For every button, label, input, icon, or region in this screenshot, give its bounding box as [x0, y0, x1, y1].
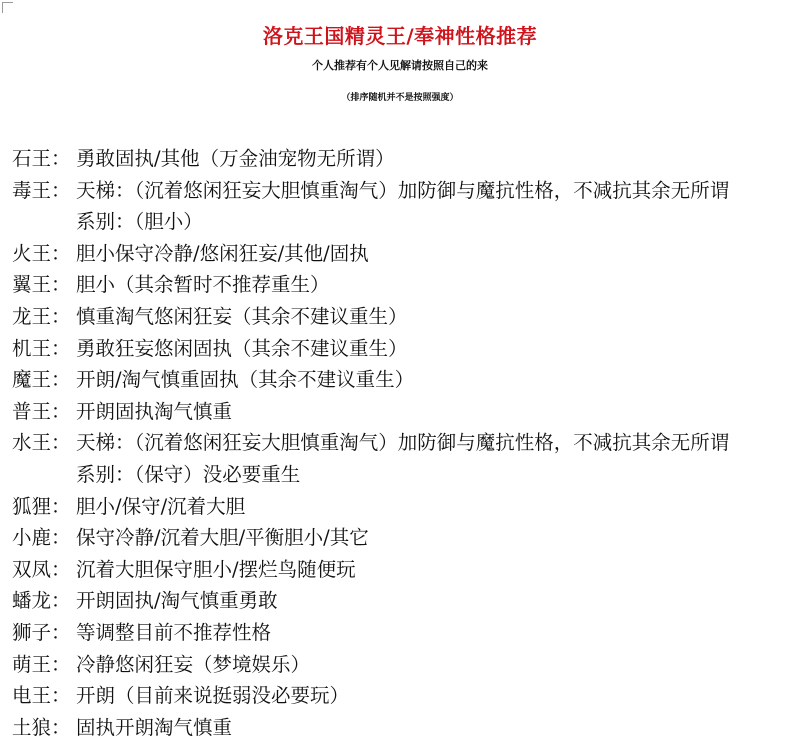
item-text: 天梯：（沉着悠闲狂妄大胆慎重淘气）加防御与魔抗性格，不减抗其余无所谓	[76, 431, 730, 455]
list-item	[12, 301, 800, 333]
item-text: 等调整目前不推荐性格	[76, 620, 272, 644]
item-text: 开朗/淘气慎重固执（其余不建议重生）	[76, 368, 415, 392]
item-text: 开朗固执/淘气慎重勇敢	[76, 589, 278, 613]
item-text: 勇敢狂妄悠闲固执（其余不建议重生）	[76, 336, 408, 360]
item-text: 开朗固执淘气慎重	[76, 399, 233, 423]
list-item	[12, 427, 800, 459]
list-item	[12, 175, 800, 207]
document-subtitle: 个人推荐有个人见解请按照自己的来	[312, 59, 488, 72]
page-corner-mark	[2, 2, 13, 13]
item-name: 萌王：	[12, 652, 71, 676]
item-text: 开朗（目前来说挺弱没必要玩）	[76, 684, 350, 708]
list-item	[12, 712, 800, 743]
item-text: 系别：（胆小）	[76, 210, 203, 234]
list-item	[12, 143, 800, 175]
item-name: 翼王：	[12, 273, 71, 297]
item-text: 保守冷静/沉着大胆/平衡胆小/其它	[76, 526, 369, 550]
list-item	[12, 238, 800, 270]
list-item	[12, 680, 800, 712]
item-text: 沉着大胆保守胆小/摆烂鸟随便玩	[76, 557, 356, 581]
item-name	[12, 206, 76, 238]
item-text: 慎重淘气悠闲狂妄（其余不建议重生）	[76, 304, 408, 328]
item-name: 电王：	[12, 684, 71, 708]
item-name: 龙王：	[12, 304, 71, 328]
list-item	[12, 554, 800, 586]
item-text: 胆小（其余暂时不推荐重生）	[76, 273, 330, 297]
item-name: 普王：	[12, 399, 71, 423]
list-item	[12, 333, 800, 365]
list-item	[12, 617, 800, 649]
item-name: 魔王：	[12, 368, 71, 392]
item-name	[12, 459, 76, 491]
item-name: 小鹿：	[12, 526, 71, 550]
list-item	[12, 491, 800, 523]
item-text: 胆小保守冷静/悠闲狂妄/其他/固执	[76, 241, 369, 265]
item-name: 石王：	[12, 147, 71, 170]
item-name: 土狼：	[12, 715, 71, 739]
item-name: 双凤：	[12, 557, 71, 581]
list-item	[12, 585, 800, 617]
item-text: 勇敢固执/其他（万金油宠物无所谓）	[76, 147, 395, 170]
item-name: 机王：	[12, 336, 71, 360]
item-text: 系别：（保守）没必要重生	[76, 462, 301, 486]
item-name: 狮子：	[12, 620, 71, 644]
ordering-note: （排序随机并不是按照强度）	[341, 93, 459, 103]
item-text: 固执开朗淘气慎重	[76, 715, 233, 739]
item-name: 火王：	[12, 241, 71, 265]
item-name: 水王：	[12, 431, 71, 455]
item-text: 冷静悠闲狂妄（梦境娱乐）	[76, 652, 311, 676]
item-text: 胆小/保守/沉着大胆	[76, 494, 246, 518]
recommendation-list	[12, 143, 800, 743]
item-name: 蟠龙：	[12, 589, 71, 613]
list-item	[12, 649, 800, 681]
item-name: 狐狸：	[12, 494, 71, 518]
list-item	[12, 206, 800, 238]
list-item	[12, 269, 800, 301]
list-item	[12, 459, 800, 491]
document-title: 洛克王国精灵王/奉神性格推荐	[262, 24, 538, 48]
item-name: 毒王：	[12, 178, 71, 202]
list-item	[12, 522, 800, 554]
list-item	[12, 364, 800, 396]
list-item	[12, 396, 800, 428]
item-text: 天梯：（沉着悠闲狂妄大胆慎重淘气）加防御与魔抗性格，不减抗其余无所谓	[76, 178, 730, 202]
